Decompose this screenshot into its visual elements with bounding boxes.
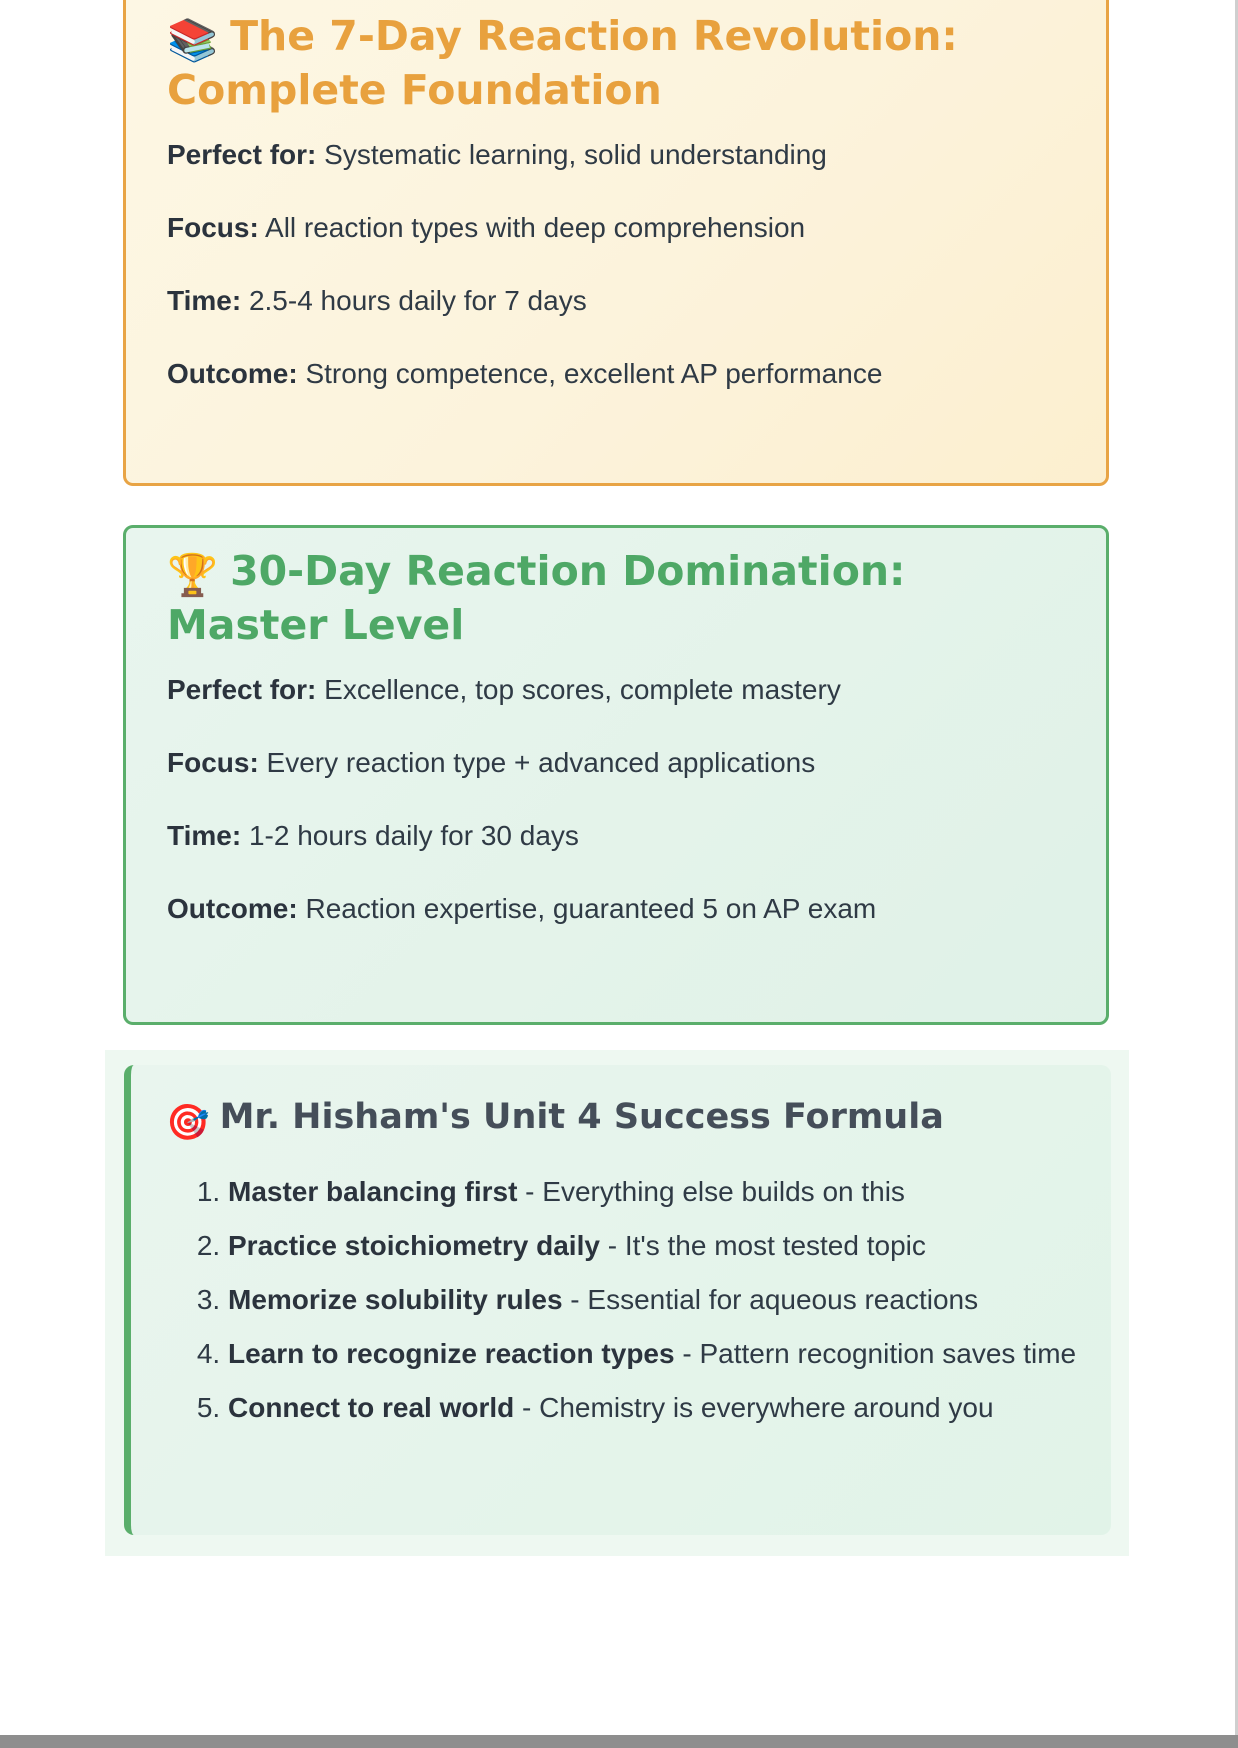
plan-row-time: [167, 818, 1066, 854]
row-value: 1-2 hours daily for 30 days: [241, 820, 579, 851]
row-label: Focus:: [167, 747, 259, 778]
row-label: Focus:: [167, 212, 259, 243]
list-item: [228, 1384, 1091, 1431]
row-label: Outcome:: [167, 358, 298, 389]
list-item: [228, 1222, 1091, 1269]
seven-day-plan-card: [123, 0, 1109, 486]
row-value: Strong competence, excellent AP performance: [297, 358, 883, 389]
step-bold: Memorize solubility rules: [228, 1284, 563, 1315]
list-item: [228, 1276, 1091, 1323]
row-value: 2.5-4 hours daily for 7 days: [241, 285, 587, 316]
plan-row-time: [167, 283, 1066, 319]
success-formula-section: [105, 1050, 1129, 1556]
plan-row-focus: [167, 745, 1066, 781]
row-value: Excellence, top scores, complete mastery: [316, 674, 841, 705]
success-formula-title-text: Mr. Hisham's Unit 4 Success Formula: [219, 1097, 944, 1137]
row-label: Outcome:: [167, 893, 298, 924]
row-value: Systematic learning, solid understanding: [316, 139, 827, 170]
row-label: Perfect for:: [167, 674, 317, 705]
plan-row-outcome: [167, 356, 1066, 392]
seven-day-plan-title-text: The 7-Day Reaction Revolution: Complete Foundation: [167, 12, 958, 114]
books-icon: 📚: [167, 16, 219, 64]
trophy-icon: 🏆: [167, 551, 219, 599]
target-icon: 🎯: [166, 1103, 210, 1143]
step-text: - Essential for aqueous reactions: [562, 1284, 979, 1315]
step-bold: Connect to real world: [228, 1392, 515, 1423]
success-formula-box: [124, 1065, 1111, 1535]
plan-row-focus: [167, 210, 1066, 246]
success-formula-title: [166, 1095, 1091, 1145]
step-bold: Master balancing first: [228, 1176, 518, 1207]
row-label: Perfect for:: [167, 139, 317, 170]
step-text: - It's the most tested topic: [599, 1230, 926, 1261]
thirty-day-plan-card: [123, 525, 1109, 1025]
plan-row-perfect-for: [167, 672, 1066, 708]
thirty-day-plan-title-text: 30-Day Reaction Domination: Master Level: [167, 547, 906, 649]
list-item: [228, 1168, 1091, 1215]
step-text: - Chemistry is everywhere around you: [514, 1392, 994, 1423]
thirty-day-plan-title: [167, 546, 1066, 650]
seven-day-plan-title: [167, 11, 1066, 115]
step-text: - Pattern recognition saves time: [674, 1338, 1077, 1369]
list-item: [228, 1330, 1091, 1377]
viewer-bottom-bar: [0, 1735, 1238, 1748]
row-label: Time:: [167, 285, 242, 316]
plan-row-perfect-for: [167, 137, 1066, 173]
step-bold: Practice stoichiometry daily: [228, 1230, 600, 1261]
plan-row-outcome: [167, 891, 1066, 927]
success-formula-steps: [166, 1168, 1091, 1431]
row-value: Every reaction type + advanced applications: [258, 747, 816, 778]
row-value: Reaction expertise, guaranteed 5 on AP exam: [297, 893, 877, 924]
row-value: All reaction types with deep comprehension: [258, 212, 806, 243]
row-label: Time:: [167, 820, 242, 851]
step-bold: Learn to recognize reaction types: [228, 1338, 675, 1369]
step-text: - Everything else builds on this: [517, 1176, 905, 1207]
